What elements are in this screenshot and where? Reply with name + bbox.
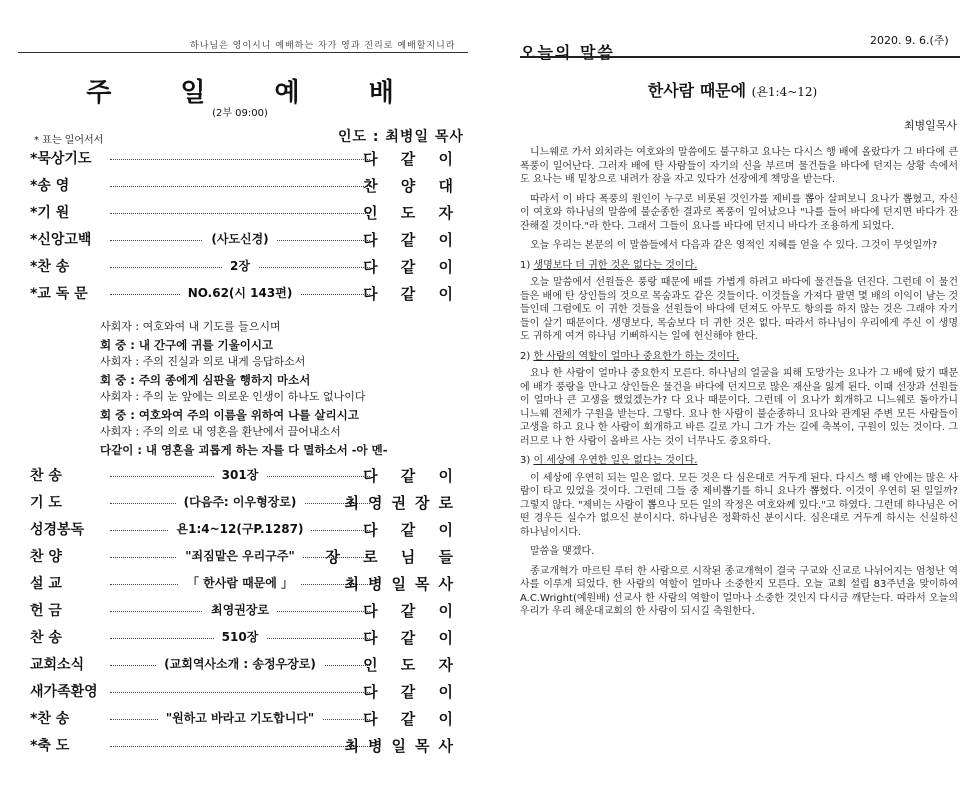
order-detail xyxy=(110,284,370,301)
order-label: 새가족환영 xyxy=(30,684,98,700)
order-detail xyxy=(110,628,370,645)
order-person: 다 같 이 xyxy=(363,467,462,485)
order-label: 교회소식 xyxy=(30,657,85,673)
sermon-title-text: 한사람 때문에 xyxy=(647,81,747,100)
responsive-reading-line: 다같이 : 내 영혼을 괴롭게 하는 자를 다 멸하소서 -아 멘- xyxy=(100,442,388,457)
responsive-reading-line: 사회자 : 주의 의로 내 영혼을 환난에서 끌어내소서 xyxy=(100,425,341,438)
order-row xyxy=(30,175,470,197)
bulletin-date: 2020. 9. 6.(주) xyxy=(870,34,949,47)
order-row xyxy=(30,600,470,622)
order-label: *송 영 xyxy=(30,178,70,194)
order-detail-text: 2장 xyxy=(222,259,258,273)
order-detail xyxy=(110,601,370,618)
bulletin-order-page xyxy=(0,0,480,789)
order-person: 최병일목사 xyxy=(344,737,462,755)
order-row xyxy=(30,627,470,649)
dotted-leader xyxy=(110,692,370,693)
order-detail-text: 301장 xyxy=(214,468,267,482)
order-person: 다 같 이 xyxy=(363,602,462,620)
section-header: 오늘의 말씀 xyxy=(520,43,615,62)
sermon-paragraph: 따라서 이 바다 폭풍의 원인이 누구로 비롯된 것인가를 제비를 뽑아 살펴보니 요나가 뽑혔고, 자신이 여호와 하나님의 말씀에 불순종한 결과로 폭풍이 일어났으나 "나를 들어 바다에 던지면 바다가 잔잔해질 것이다."라 한다. 그래서 그들이 요나를 바다에 던지니 바다가 조용하게 되었다. xyxy=(520,193,958,232)
service-title: 주 일 예 배 xyxy=(86,78,424,108)
order-person: 다 같 이 xyxy=(363,258,462,276)
order-row xyxy=(30,229,470,251)
sermon-paragraph: 요나 한 사람이 얼마나 중요한지 모른다. 하나님의 얼굴을 피해 도망가는 요나가 그 배에 탔기 때문에 배가 풍랑을 만나고 상인들은 물건을 바다에 던지므로 많은 재산을 잃게 된다. 이때 선장과 선원들이 얼마나 큰 고생을 했었겠는가? 다 요나 때문이다. 그런데 이 요나가 회개하고 니느웨로 돌아가니 니느웨 전체가 구원을 받는다. 그렇다. 요나 한 사람이 불순종하니 요나와 관계된 주변 모든 사람들이 고생을 하고 요나 한 사람이 회개하고 바른 길로 가니 그가 가는 길에 축복이, 구원이 있는 것이다. 그러므로 나 한 사람이 올바르 사는 것이 너무나도 중요하다. xyxy=(520,368,958,447)
responsive-reading-line: 회 중 : 주의 종에게 심판을 행하지 마소서 xyxy=(100,372,311,387)
order-label: 설 교 xyxy=(30,576,62,592)
order-detail-text: NO.62(시 143편) xyxy=(180,286,301,300)
order-row xyxy=(30,256,470,278)
order-person: 찬 양 대 xyxy=(363,177,462,195)
sermon-author: 최병일목사 xyxy=(903,119,957,132)
responsive-reading-line: 사회자 : 주의 진실과 의로 내게 응답하소서 xyxy=(100,355,306,368)
order-person: 다 같 이 xyxy=(363,521,462,539)
sermon-paragraph: 니느웨로 가서 외치라는 여호와의 말씀에도 불구하고 요나는 다시스 행 배에 올랐다가 그 바다에 큰 폭풍이 일어난다. 그러자 배에 탄 사람들이 자기의 신을 부르며 물건들을 바다에 던지는 상황 속에서도 요나는 배 밑창으로 내려가 잠을 자고 있다가 선장에게 책망을 받는다. xyxy=(520,147,958,185)
order-row xyxy=(30,546,470,568)
order-detail-text: 510장 xyxy=(214,630,267,644)
order-person: 다 같 이 xyxy=(363,629,462,647)
order-row xyxy=(30,202,470,224)
order-detail-text: (교회역사소개 : 송정우장로) xyxy=(156,657,324,671)
point-number: 1) xyxy=(520,259,534,271)
responsive-reading-line: 회 중 : 내 간구에 귀를 기울이시고 xyxy=(100,337,274,352)
sermon-title xyxy=(490,78,975,101)
order-label: *찬 송 xyxy=(30,259,70,275)
order-row xyxy=(30,148,470,170)
order-detail-text: 욘1:4~12(구P.1287) xyxy=(169,522,312,536)
order-person: 다 같 이 xyxy=(363,285,462,303)
order-person: 최영권장로 xyxy=(344,494,462,512)
service-time: (2부 09:00) xyxy=(212,108,268,119)
order-row xyxy=(30,573,470,595)
order-row xyxy=(30,735,470,757)
order-label: 성경봉독 xyxy=(30,522,85,538)
order-detail xyxy=(110,520,370,537)
order-detail-text: (다음주: 이우형장로) xyxy=(176,495,305,509)
order-label: 기 도 xyxy=(30,495,62,511)
order-detail xyxy=(110,655,370,672)
order-person: 장 로 님 들 xyxy=(325,548,462,566)
point-text: 이 세상에 우연한 일은 없다는 것이다. xyxy=(533,455,698,466)
service-leader: 인도 : 최병일 목사 xyxy=(338,129,464,145)
order-label: 찬 양 xyxy=(30,549,62,565)
order-person: 다 같 이 xyxy=(363,710,462,728)
point-number: 2) xyxy=(520,350,534,362)
order-detail xyxy=(110,257,370,274)
order-detail xyxy=(110,574,370,591)
order-person: 인 도 자 xyxy=(363,204,462,222)
sermon-scripture-ref: (욘1:4~12) xyxy=(751,85,818,99)
order-row xyxy=(30,708,470,730)
sermon-paragraph: 오늘 우리는 본문의 이 말씀들에서 다음과 같은 영적인 지혜를 얻을 수 있다. 그것이 무엇일까? xyxy=(530,240,938,251)
sermon-paragraph: 이 세상에 우연히 되는 일은 없다. 모든 것은 다 심은대로 거두게 된다. 다시스 행 배 안에는 많은 사람이 타고 있었을 것이다. 그런데 그들 중 제비뽑기를 하니 요나가 뽑혔다. 이것이 우연히 된 일일까? 그렇지 않다. "제비는 사람이 뽑으나 모든 일의 작정은 여호와께 있다."고 하였다. 그런데 하나님은 어떤 경우든 실수가 없으신 분이시다. 하나님은 정확하신 분이시다. 심은대로 거두게 하시는 신실하신 하나님이시다. xyxy=(520,472,958,538)
responsive-reading-line: 사회자 : 주의 눈 앞에는 의로운 인생이 하나도 없나이다 xyxy=(100,390,366,403)
order-detail xyxy=(110,493,370,510)
sermon-paragraph: 오늘 말씀에서 선원들은 풍랑 때문에 배를 가볍게 하려고 바다에 물건들을 던진다. 그런데 이 물건들은 배에 탄 상인들의 것으로 목숨과도 같은 것들이다. 이것들을 가져다 팔면 몇 배의 이익이 남는 것들인데 그럼에도 이 귀한 것들을 선원들이 바다에 던져도 아무도 항의를 하지 않는 것은 그래야 자기들이 살기 때문이다. 생명보다, 목숨보다 더 귀한 것은 없다. 따라서 하나님이 우리에게 주신 이 생명도 귀하게 여겨 하나님 기뻐하시는 일에 헌신해야 한다. xyxy=(520,277,958,342)
sermon-page xyxy=(490,0,975,789)
motto-verse: 하나님은 영이시니 예배하는 자가 영과 진리로 예배할지니라 xyxy=(190,41,456,51)
order-person: 다 같 이 xyxy=(363,150,462,168)
divider xyxy=(520,56,960,58)
sermon-paragraph: 종교개혁가 마르틴 루터 한 사람으로 시작된 종교개혁이 결국 구교와 신교로 나뉘어지는 엄청난 역사를 이루게 되었다. 한 사람의 역할이 얼마나 소중한지 모른다. 오늘 교회 설립 83주년을 맞이하여 A.C.Wright(예원배) 선교사 한 사람의 역할이 얼마나 소중한 것인지 다시금 깨닫는다. 따라서 오늘의 우리가 우리 해운대교회의 한 사람이 되시길 축원한다. xyxy=(520,565,958,617)
order-label: *신앙고백 xyxy=(30,232,92,248)
order-detail-text: 최영권장로 xyxy=(203,603,277,617)
order-person: 최병일목사 xyxy=(344,575,462,593)
order-row xyxy=(30,465,470,487)
dotted-leader xyxy=(110,213,370,214)
point-text: 생명보다 더 귀한 것은 없다는 것이다. xyxy=(533,259,698,271)
sermon-paragraph: 말씀을 맺겠다. xyxy=(530,546,595,557)
order-row xyxy=(30,654,470,676)
order-detail xyxy=(110,230,370,247)
order-label: *묵상기도 xyxy=(30,151,92,167)
order-row xyxy=(30,492,470,514)
dotted-leader xyxy=(110,186,370,187)
order-person: 인 도 자 xyxy=(363,656,462,674)
point-number: 3) xyxy=(520,455,534,466)
order-label: *교 독 문 xyxy=(30,286,88,302)
sermon-body xyxy=(520,146,958,625)
order-row xyxy=(30,283,470,305)
order-detail-text: "죄짐맡은 우리구주" xyxy=(177,549,302,563)
order-label: 헌 금 xyxy=(30,603,62,619)
sermon-point-heading xyxy=(520,454,958,468)
order-detail xyxy=(110,466,370,483)
divider xyxy=(18,52,468,53)
order-row xyxy=(30,681,470,703)
order-label: *찬 송 xyxy=(30,711,70,727)
order-detail xyxy=(110,709,370,726)
responsive-reading-line: 회 중 : 여호와여 주의 이름을 위하여 나를 살리시고 xyxy=(100,407,359,422)
order-label: *기 원 xyxy=(30,205,70,221)
order-label: *축 도 xyxy=(30,738,70,754)
dotted-leader xyxy=(110,159,370,160)
order-detail-text: "원하고 바라고 기도합니다" xyxy=(158,711,322,725)
sermon-point-heading xyxy=(520,350,958,364)
order-detail-text: 「 한사람 때문에 」 xyxy=(179,576,301,590)
sermon-point-heading xyxy=(520,259,958,273)
order-detail-text: (사도신경) xyxy=(203,232,276,246)
order-person: 다 같 이 xyxy=(363,231,462,249)
order-row xyxy=(30,519,470,541)
standing-note: * 표는 일어서서 xyxy=(34,135,104,146)
order-person: 다 같 이 xyxy=(363,683,462,701)
order-label: 찬 송 xyxy=(30,630,62,646)
dotted-leader xyxy=(110,746,370,747)
order-label: 찬 송 xyxy=(30,468,62,484)
responsive-reading-line: 사회자 : 여호와여 내 기도를 들으시며 xyxy=(100,320,281,333)
point-text: 한 사람의 역할이 얼마나 중요한가 하는 것이다. xyxy=(533,350,740,362)
